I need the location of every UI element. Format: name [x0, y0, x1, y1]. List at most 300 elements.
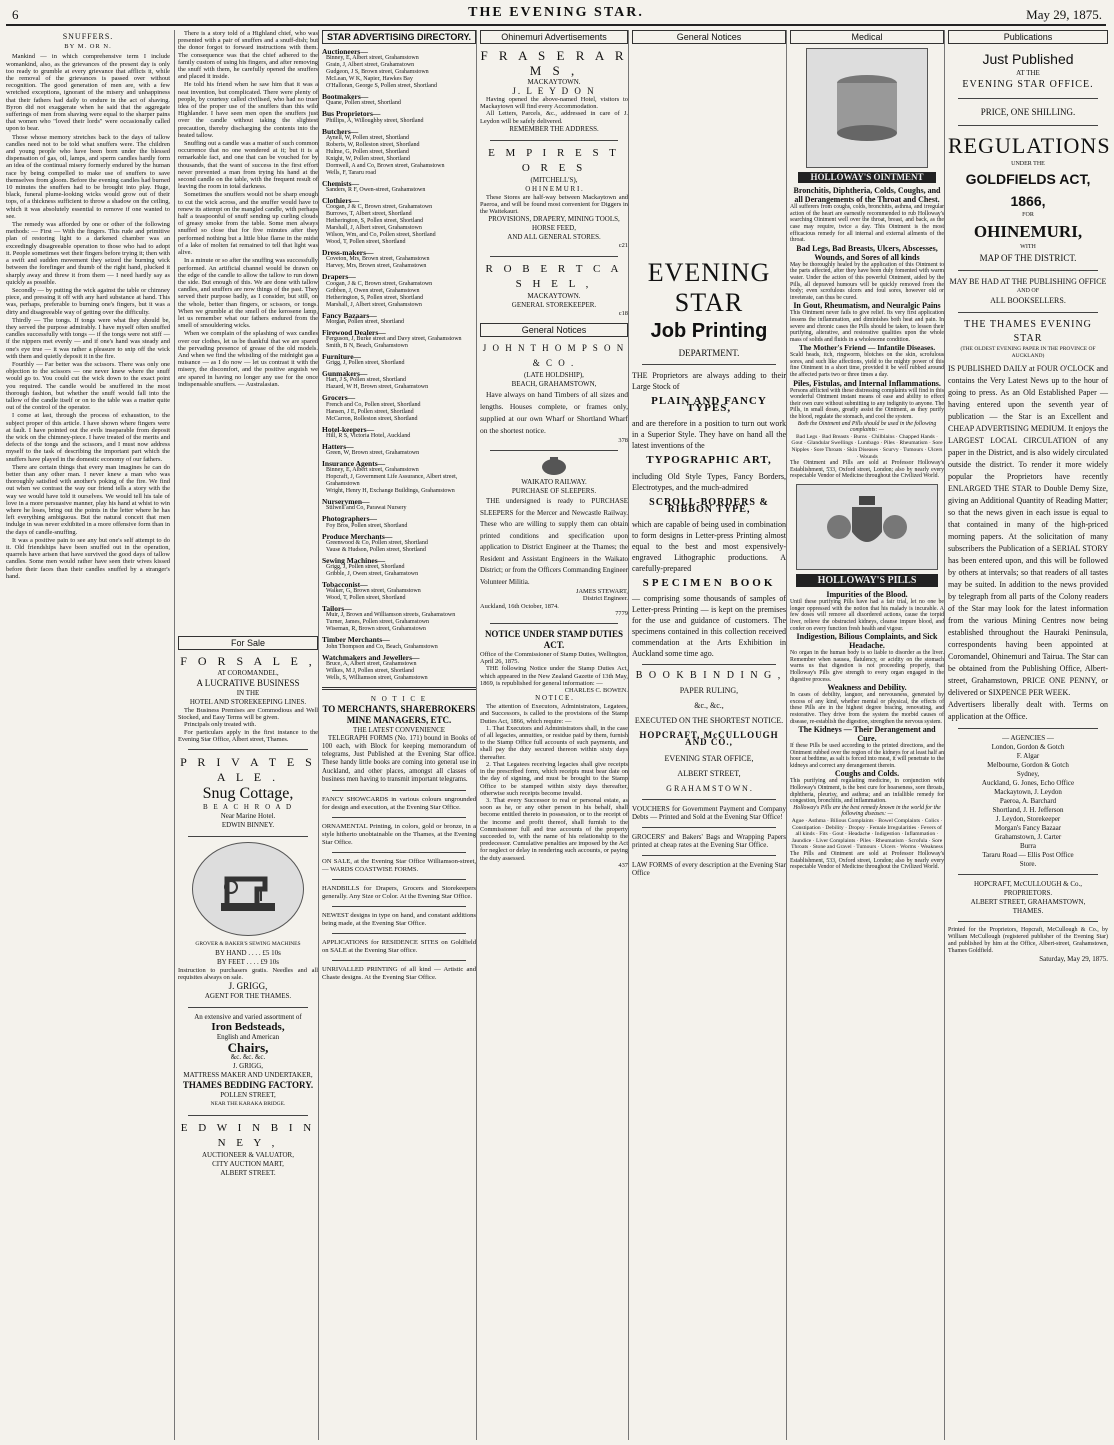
ad-body: — comprising some thousands of samples of Letter-press Printing — is kept on the premises for the use and guidance of customers. The specimens contained in this collection received commendation at the Arts Exhibition in Auckland some time ago.: [632, 594, 786, 659]
medical-heading: The Mother's Friend — Infantile Diseases.: [798, 343, 936, 353]
imprint-date: Saturday, May 29, 1875.: [1039, 955, 1108, 964]
ad-sewing-machines: [178, 842, 318, 1001]
directory-heading: Insurance Agents—: [322, 459, 386, 469]
pub-line: MAP OF THE DISTRICT.: [979, 252, 1077, 263]
medical-body: The Pills and Ointment are sold at Professor Holloway's Establishment, 533, Oxford street, London; also by nearly every respectable Vendor of Medicine throughout the Civilized World.: [790, 851, 944, 871]
article-paragraph: When we complain of the splashing of wax candles over our clothes, let us be thankful that we are spared the pervading presence of grease of the old models. And when we find the whistling of the midnight gas a nuisance — as I do now — let us contrast it with the misery, the discomfort, and the positive anguish we are spared in having no longer any use for the once indispensable snuffers. — Australasian.: [178, 330, 318, 388]
directory-entry: Marshall, J, Albert street, Grahamstown: [326, 225, 422, 232]
ad-line: (LATE HOLDSHIP),: [524, 370, 584, 379]
ad-signature: District Engineer.: [582, 595, 628, 603]
ad-body: The attention of Executors, Administrators, Legatees, and Successors, is called to the provisions of the Stamp Duties Act, 1866, which require: —: [480, 703, 628, 725]
directory-entry: Hansen, J E, Pollen street, Shortland: [326, 408, 414, 415]
directory-heading: Firewood Dealers—: [322, 327, 386, 337]
pub-line: (THE OLDEST EVENING PAPER IN THE PROVINCE OF AUCKLAND): [960, 346, 1096, 360]
article-byline: BY M. OR N.: [64, 43, 112, 51]
medical-heading: Bronchitis, Diphtheria, Colds, Coughs, and all Derangements of the Throat and Chest.: [793, 186, 941, 205]
directory-entry: Bruce, A, Albert street, Grahamstown: [326, 660, 417, 667]
ad-line: &c., &c.,: [694, 701, 724, 711]
directory-entry: Hart, J S, Pollen street, Shortland: [326, 377, 406, 384]
ad-body: Having opened the above-named Hotel, visitors to Mackaytown will find every Accommodation.: [480, 96, 628, 111]
medical-heading: Indigestion, Bilious Complaints, and Sick Headache.: [796, 632, 938, 651]
medical-heading: In Gout, Rheumatism, and Neuralgic Pains: [793, 301, 941, 311]
directory-entry: Muir, J, Brown and Williamson streets, Grahamstown: [326, 612, 456, 619]
article-paragraph: Sometimes the snuffers would not be sharp enough to cut the wick across, and the snuffer would have to renew its attempt on the mangled candle, with perhaps half a teaspoonful of snuff sending up curling clouds of greasy smoke from the table. Some men always snuffed so close that for five minutes after they performed nothing but a little blue flame in the midst of a lake of molten fat remained to tell that light was alive.: [178, 191, 318, 257]
ad-body: 2. That Legatees receiving legacies shall give receipts in the prescribed form, which receipts must bear date on the day of signing, and must be brought to the Stamp Office to be stamped within sixty days thereafter, otherwise such receipts become invalid.: [480, 760, 628, 797]
advertising-directory: [322, 48, 476, 682]
regulations-title: REGULATIONS: [948, 133, 1111, 159]
ad-private-sale: [178, 755, 318, 830]
ad-highlight: TYPOGRAPHIC ART,: [646, 454, 772, 467]
medical-heading: Weakness and Debility.: [827, 683, 907, 693]
ad-line: Snug Cottage,: [202, 785, 294, 803]
sewing-machine-illustration: [192, 842, 304, 936]
pills-illustration: [796, 484, 938, 570]
medical-body: Scald heads, itch, ringworm, blotches on the skin, scrofulous sores, and such like affections, yield to the mighty power of this fine Ointment in a short time, provided it be well rubbed around the affected parts two or three times a day.: [790, 352, 944, 379]
ad-line: CITY AUCTION MART,: [212, 1160, 284, 1169]
medical-body: This Ointment never fails to give relief. Its very first application lessens the inflammation, and diminishes both heat and pain. In severe and chronic cases the Pills should be taken, to lessen their purifying, alterative, and restorative qualities upon the whole mass of solids and fluids in a wholesome condition.: [790, 310, 944, 343]
directory-entry: Vause & Hudson, Pollen street, Shortland: [326, 546, 426, 553]
agency-entry: Mackaytown, J. Leydon: [994, 788, 1062, 797]
agency-entry: Burra: [1020, 842, 1036, 851]
article-body: [6, 53, 170, 580]
directory-entry: Walker, G, Brown street, Grahamstown: [326, 588, 421, 595]
column-snuffers: [6, 30, 173, 1440]
column-two: [174, 30, 321, 1440]
ad-line: ALBERT STREET.: [220, 1169, 276, 1178]
ad-code: c21: [618, 242, 628, 250]
section-head-ohinemuri: Ohinemuri Advertisements: [480, 30, 628, 44]
directory-entry: Hill, R S, Victoria Hotel, Auckland: [326, 432, 411, 439]
directory-heading: Fancy Bazaars—: [322, 310, 377, 320]
directory-entry: Binney, E, Albert street, Grahamstown: [326, 55, 419, 62]
article-paragraph: There are certain things that every man imagines he can do better than any other man. I never knew a man who was thoroughly satisfied with another's poking of the fire. We find out when we contrast the way our friend tells a story with the way we would have told it ourselves. We would tell his tale of love in a more persuasive manner, play his hand at whist to win where he loses, bring out the points in the letter where he has left everything ambiguous. But the natural conceit that men indulge in was never exhibited in a more offensive form than in the days of candle-snuffing.: [6, 463, 170, 536]
directory-entry: Hetherington, S, Pollen street, Shortland: [326, 294, 424, 301]
job-printing-title: EVENING STAR: [647, 258, 771, 317]
ad-for-sale: [178, 654, 318, 743]
directory-entry: Sanders, R F, Owen-street, Grahamstown: [326, 187, 426, 194]
ad-body: Office of the Commissioner of Stamp Duties, Wellington, April 26, 1875.: [480, 651, 628, 666]
ad-line: THE LATEST CONVENIENCE: [352, 725, 446, 734]
ad-line: BEACH, GRAHAMSTOWN,: [511, 379, 597, 388]
column-medical: [786, 30, 947, 1440]
agencies-heading: — AGENCIES —: [1002, 734, 1054, 743]
directory-entry: John Thompson and Co, Beach, Grahamstown: [326, 643, 438, 650]
section-head-directory: STAR ADVERTISING DIRECTORY.: [322, 30, 476, 44]
imprint: Printed for the Proprietors, Hopcraft, McCullough & Co., by William McCullough (registered publisher of the Evening Star) and published by him at the Office, Albert-street, Grahamstown, Thames Goldfield.: [948, 927, 1108, 955]
directory-heading: Furniture—: [322, 352, 362, 362]
ad-john-thompson: [480, 341, 628, 444]
directory-entry: McCarron, Rolleston street, Shortland: [326, 415, 418, 422]
ad-line: IN THE: [236, 689, 260, 697]
medical-body: Persons afflicted with these distressing complaints will find in this wonderful Ointment instant means of ease and ability to effect their own cure without submitting to any indignity to anyone. The Pills, in small doses, greatly assist the Ointment, as they purify the blood, regulate the stomach, and cool the system.: [790, 387, 944, 421]
medical-body: May be thoroughly healed by the application of this Ointment to the parts affected, after they have been duly fomented with warm water. Under the action of this powerful Ointment, aided by the Pills, all depraved humours will be quickly removed from the body; even scrofulous ulcers and foul sores, however old or inveterate, can thus be cured.: [790, 261, 944, 301]
pub-line: THAMES.: [1012, 907, 1044, 916]
directory-entry: Marshall, J, Albert street, Grahamstown: [326, 301, 422, 308]
ad-body: THE undersigned is ready to PURCHASE SLEEPERS for the Mercer and Newcastle Railway. These who are willing to supply them can obtain printed conditions and specification upon application to District Engineer at the Thames; the Resident and Assistant Engineers in the Waikato District; or from the Officers Commanding Engineer Volunteer Militia.: [480, 497, 628, 586]
ad-line: WAIKATO RAILWAY.: [521, 478, 587, 487]
article-paragraph: I come at last, through the process of exhaustion, to the subject proper of this article. I have shown where fingers were at fault. I have pointed out the evils inseparable from deposit the wick on the chimney-piece. I have treated of the merits and defects of the tongs and the scissors, and I must now address myself to the task of describing the important part which the snuffers have played in the domestic economy of our fathers.: [6, 412, 170, 463]
pub-line: WITH: [1020, 243, 1036, 250]
ad-signature: CHARLES C. BOWEN.: [564, 687, 628, 695]
ad-body: which are capable of being used in combination to form designs in Letter-press Printing almost equal to the best and most expensively-engraved Lithographic productions. A carefully-prepared: [632, 520, 786, 574]
article-paragraph: The remedy was afforded by one or other of the following methods: — First — With the fingers. This rude and primitive plan of restoring light to a darkened chamber was an exceedingly disagreeable operation to those who had to adopt it. People sometimes wet their fingers before trying it; then with a swift and sudden movement they seized the burning wick between the forefinger and thumb of the right hand, plucked it sharply away and threw it from them — I need hardly say as quickly as possible.: [6, 221, 170, 286]
article-paragraph: Snuffing out a candle was a matter of such common occurrence that no one wondered at it; but it is a remarkable fact, and one that can be vouched for by thousands, that the want of success in the first effort never prevented a man from trying his hand at the second candle on the table, with the frequent result of leaving the room in total darkness.: [178, 140, 318, 191]
ad-empire-stores: [480, 146, 628, 250]
column-publications: [944, 30, 1111, 1440]
ad-body: and are therefore in a position to turn out work in a Superior Style. They have on hand all the latest inventions of the: [632, 419, 786, 451]
agencies-list: [948, 743, 1108, 869]
directory-heading: Watchmakers and Jewellers—: [322, 652, 420, 662]
medical-body: All sufferers from coughs, colds, bronchitis, asthma, and irregular action of the heart are earnestly recommended to rub Holloway's searching Ointment well over the throat, breast, and back, as the case may require, twice a day. This Ointment is the most efficacious remedy for all internal and external ailments of the throat.: [790, 204, 944, 244]
directory-entry: Wood, T, Pollen street, Shortland: [326, 595, 406, 602]
article-paragraph: Secondly — by putting the wick against the table or chimney piece, and pressing it off with any hard substance at hand. This was, perhaps, preferable to burning one's fingers, but it was a dirty and disagreeable way of getting over the difficulty.: [6, 286, 170, 316]
ad-line: AND ALL GENERAL STORES.: [507, 233, 601, 242]
column-directory: [318, 30, 479, 1440]
ad-headline: E M P I R E S T O R E S: [488, 146, 620, 174]
ad-line: THAMES BEDDING FACTORY.: [182, 1080, 314, 1091]
medical-body: No organ in the human body is so liable to disorder as the liver. Remember when nausea, flatulency, or acidity on the stomach warns us that digestion is not proceeding properly, that Holloway's Pills give strength to every organ engaged in the digestive process.: [790, 650, 944, 683]
directory-heading: Tailors—: [322, 604, 352, 614]
directory-entry: Coogan, J & C, Brown street, Grahamstown: [326, 280, 433, 287]
ad-headline: J O H N T H O M P S O N & C O .: [482, 342, 626, 368]
ad-headline: P R I V A T E S A L E .: [180, 755, 316, 785]
complaints-list: Bad Legs · Bad Breasts · Burns · Chilblains · Chapped Hands · Gout · Glandular Swellings · Lumbago · Piles · Rheumatism · Sore Nipples · Sore Throats · Skin Diseases · Scurvy · Tumours · Ulcers · Wounds: [791, 433, 943, 460]
ad-line: J. GRIGG,: [228, 981, 268, 992]
directory-entry: Foy Bros, Pollen street, Shortland: [326, 522, 408, 529]
directory-entry: Gribble, J, Owen street, Grahamstown: [326, 571, 419, 578]
star-description: IS PUBLISHED DAILY at FOUR O'CLOCK and contains the Very Latest News up to the hour of going to press. As an Old Established Paper — having entered upon the seventh year of publication — the Star is an Excellent and CHEAP ADVERTISING MEDIUM. It enjoys the LARGEST LOCAL CIRCULATION of any paper in the District, and is also widely circulated outside the district. To render it more widely popular the Proprietors have recently ENLARGED THE STAR to Double Demy Size, giving an Additional Quantity of Reading Matter; so that the news given in each issue is equal to that contained in many of the high-priced morning papers. At the solicitation of many subscribers the Publication of a SERIAL STORY has been entered upon, and this will be followed by others at intervals; so that readers of all tastes may be suited. In addition to the news provided by telegraph from all parts of the Colony readers of the Star may look for the latest information from the various Mining Centres now being established throughout the Hauraki Peninsula, correspondents having been appointed at Coromandel, Ohinemuri and Tairua. The Star can be obtained from the Publishing Office, Albert-street, Grahamstown, PRICE ONE PENNY, or delivered or SIXPENCE PER WEEK.: [948, 364, 1108, 698]
medical-heading: Coughs and Colds.: [834, 769, 900, 779]
agency-entry: J. Leydon, Storekeeper: [995, 815, 1061, 824]
ad-highlight: SPECIMEN BOOK: [642, 577, 776, 590]
ad-line: Near Marine Hotel.: [220, 812, 276, 821]
pub-line: MAY BE HAD AT THE PUBLISHING OFFICE: [949, 276, 1107, 286]
directory-entry: Knight, W, Pollen street, Shortland: [326, 155, 410, 162]
directory-entry: Phillips, A, Willoughby street, Shortland: [326, 117, 424, 124]
ad-headline: TO MERCHANTS, SHAREBROKERS MINE MANAGERS, ETC.: [322, 703, 476, 725]
pub-line: HOPCRAFT, McCULLOUGH & Co.,: [974, 880, 1082, 889]
ad-body: THE Proprietors are always adding to their Large Stock of: [632, 371, 786, 391]
ad-line: PROVISIONS, DRAPERY, MINING TOOLS, HORSE FEED,: [488, 215, 620, 233]
issue-date: May 29, 1875.: [1026, 7, 1102, 22]
section-head-general-notices-2: General Notices: [632, 30, 786, 44]
article-body-continued: [178, 30, 318, 636]
directory-entry: McLean, W K, Napier, Hawkes Bay: [326, 76, 413, 83]
ad-line: A LUCRATIVE BUSINESS: [196, 678, 300, 688]
agency-entry: Shortland, J. H. Jefferson: [992, 806, 1064, 815]
ointment-pot-icon: [822, 63, 912, 153]
directory-entry: Grain, J, Albert street, Grahamstown: [326, 62, 415, 69]
ad-body: 1. That Executors and Administrators shall, in the case of all legacies, annuities, or residue paid by them, furnish to the Stamp Office full accounts of such payments, and shall pay the duty secured thereon within sixty days thereafter.: [480, 724, 628, 761]
ad-line: PAPER RULING,: [679, 686, 739, 696]
directory-entry: Wright, Henry H, Exchange Buildings, Grahamstown: [326, 488, 455, 495]
directory-entry: Burrows, T, Albert street, Shortland: [326, 211, 412, 218]
directory-heading: Butchers—: [322, 126, 359, 136]
directory-entry: Harvey, Mrs, Brown street, Grahamstown: [326, 263, 427, 270]
directory-entry: Gudgeon, J S, Brown street, Grahamstown: [326, 69, 429, 76]
ad-line: B E A C H R O A D: [202, 803, 293, 812]
medical-body: This purifying and regulating medicine, in conjunction with Holloway's Ointment, is the best cure for hoarseness, sore throats, diphtheria, pleurisy, and asthma; and an infallible remedy for congestion, bronchitis, and inflammation.: [790, 778, 944, 805]
directory-entry: Hazard, W H, Brown street, Grahamstown: [326, 384, 429, 391]
directory-entry: Green, W, Brown street, Grahamstown: [326, 450, 420, 457]
directory-entry: Wiseman, R, Brown street, Grahamstown: [326, 626, 426, 633]
ad-body: These Stores are half-way between Mackaytown and Paeroa, and will be found most convenient for Diggers in the Waitekauri.: [480, 193, 628, 216]
directory-heading: Bus Proprietors—: [322, 109, 381, 119]
ad-headline: R O B E R T C A S H E L ,: [485, 262, 623, 290]
column-ohinemuri: [476, 30, 631, 1440]
pub-line: UNDER THE: [1011, 161, 1045, 168]
small-ad: ORNAMENTAL Printing, in colors, gold or bronze, in a style hitherto unobtainable on the Thames, at the Evening Star Office.: [322, 823, 476, 847]
ad-line: AUCTIONEER & VALUATOR,: [202, 1151, 294, 1160]
ad-bedsteads: [178, 1013, 318, 1109]
ad-line: AT COROMANDEL,: [217, 669, 279, 677]
ad-body: including Old Style Types, Fancy Borders, Electrotypes, and the much-admired: [632, 471, 786, 492]
ad-line: GENERAL STOREKEEPER.: [511, 300, 597, 309]
coat-of-arms-icon: [817, 492, 917, 562]
pub-body: Advertisers liberally dealt with. Terms on application at the Office.: [948, 700, 1108, 722]
ad-line: O H I N E M U R I .: [525, 184, 583, 193]
ad-headline: F R A S E R A R M S ,: [480, 48, 628, 78]
directory-heading: Dress-makers—: [322, 248, 374, 258]
small-ads: [322, 790, 476, 982]
pub-line: THE THAMES EVENING STAR: [964, 319, 1092, 345]
directory-heading: Chemists—: [322, 178, 360, 188]
ad-line: REMEMBER THE ADDRESS.: [509, 124, 599, 133]
directory-heading: Gunmakers—: [322, 369, 368, 379]
ad-line: (MITCHELL'S),: [530, 175, 578, 184]
ad-line: G R A H A M S T O W N .: [666, 783, 752, 793]
pub-line: EVENING STAR OFFICE.: [962, 79, 1094, 91]
directory-heading: Auctioneers—: [322, 47, 368, 56]
ad-price: BY HAND . . . . £5 10s: [215, 949, 281, 958]
directory-heading: Sewing Machines—: [322, 555, 386, 565]
ad-telegraph-forms: [322, 695, 476, 784]
directory-heading: Hotel-keepers—: [322, 424, 375, 434]
ad-body: Instruction to purchasers gratis. Needles and all requisites always on sale.: [178, 967, 318, 982]
section-head-medical: Medical: [790, 30, 944, 44]
medical-body: The Ointment and Pills are sold at Professor Holloway's Establishment, 533, Oxford street, London; also by nearly every respectable Vendor of Medicine throughout the Civilized World.: [790, 460, 944, 480]
directory-entry: Wilson, Wm, and Co, Pollen street, Shortland: [326, 232, 436, 239]
article-paragraph: Thirdly — The tongs. If tongs were what they should be, they served the purpose admirably. I have myself often snuffed candles successfully with tongs — if the tongs were not stiff — if the nippers met evenly — and if one's hand was steady and one's eye true — it was rather a pleasure to snip off the wick with them and quietly deposit it in the fire.: [6, 316, 170, 360]
royal-arms-icon: [480, 456, 628, 478]
medical-body: Until these purifying Pills have had a fair trial, let no one be longer oppressed with the notion that his malady is incurable. A few doses will remove all disordered actions, cause the torpid liver, relieve the obstructed kidneys, cleanse impure blood, and confer on every function fresh health and vigour.: [790, 599, 944, 632]
directory-entry: Ferguson, J, Burke street and Davy street, Grahamstown: [326, 336, 462, 343]
agency-entry: Sydney,: [1016, 770, 1040, 779]
diseases-list: Ague · Asthma · Bilious Complaints · Bowel Complaints · Colics · Constipation · Debility · Dropsy · Female Irregularities · Fevers of all kinds · Fits · Gout · Headache · Indigestion · Inflammation · Jaundice · Liver Complaints · Piles · Rheumatism · Scrofula · Sore Throats · Stone and Gravel · Tumours · Ulcers · Worms · Weakness: [791, 818, 943, 851]
medical-note: Holloway's Pills are the best remedy known in the world for the following diseases: —: [793, 804, 941, 818]
small-ad: UNRIVALLED PRINTING of all kind — Artistic and Chaste designs. At the Evening Star Office.: [322, 966, 476, 982]
ad-price: BY FEET . . . . £9 10s: [216, 958, 280, 967]
ad-robert-cashel: [480, 262, 628, 317]
ad-body: THE following Notice under the Stamp Duties Act, which appeared in the New Zealand Gazette of 13th May, 1869, is republished for general information: —: [480, 665, 628, 687]
job-printing-subtitle: Job Printing: [650, 320, 768, 342]
ointment-banner: HOLLOWAY'S OINTMENT: [798, 172, 936, 183]
small-ad: NEWEST designs in type on hand, and constant additions being made, at the Evening Star Office.: [322, 912, 476, 928]
ad-code: 378: [618, 436, 628, 444]
section-head-general-notices: General Notices: [480, 323, 628, 337]
article-paragraph: There is a story told of a Highland chief, who was presented with a pair of snuffers and a snuff-dish; but the donor forgot to forward instructions with them. The consequence was that the chief adhered to the family custom of using his fingers, and after removing the snuff with them, he carefully opened the snuffers and placed it inside.: [178, 30, 318, 81]
ad-body: GROCERS' and Bakers' Bags and Wrapping Papers printed at cheap rates at the Evening Star Office.: [632, 832, 786, 850]
ad-line: DEPARTMENT.: [678, 348, 740, 358]
ad-line: POLLEN STREET,: [220, 1091, 276, 1100]
directory-entry: Grigg, J, Pollen street, Shortland: [326, 360, 405, 367]
ad-body: For particulars apply in the first instance to the Evening Star Office, Albert street, Thames.: [178, 728, 318, 743]
ad-body: LAW FORMS of every description at the Evening Star Office: [632, 860, 786, 878]
ad-line: EVENING STAR OFFICE,: [664, 753, 754, 763]
directory-entry: Grigg, J, Pollen street, Shortland: [326, 564, 405, 571]
ad-waikato-railway: [480, 456, 628, 617]
directory-heading: Clothiers—: [322, 196, 360, 206]
ad-headline: E D W I N B I N N E Y ,: [180, 1122, 316, 1150]
directory-heading: Nurserymen—: [322, 497, 370, 507]
small-ad: HANDBILLS for Drapers, Grocers and Storekeepers generally. Any Size or Color. At the Evening Star Office.: [322, 885, 476, 901]
directory-entry: Roberts, W, Rolleston street, Shortland: [326, 141, 420, 148]
ad-signature: JAMES STEWART,: [575, 588, 628, 596]
ad-highlight: PLAIN AND FANCY TYPES,: [651, 395, 767, 415]
article-paragraph: Fourthly — Far better was the scissors. There was only one objection to the scissors — one never knew where the snuff would go to. You could cut the wick down to the exact point you required. The candle would be snuffered in the most thorough fashion, but whether the snuff would fall into the tallow of the candle itself or on to the table was a matter quite out of the control of the operator.: [6, 360, 170, 412]
agency-entry: Melbourne, Gordon & Gotch: [987, 761, 1069, 770]
page-number: 6: [12, 7, 19, 22]
small-ad: APPLICATIONS for RESIDENCE SITES on Goldfield on SALE at the Evening Star office.: [322, 939, 476, 955]
ad-line: MACKAYTOWN.: [527, 78, 581, 86]
ad-line: MATTRESS MAKER AND UNDERTAKER,: [183, 1071, 313, 1080]
directory-entry: Wood, T, Pollen street, Shortland: [326, 239, 406, 246]
directory-entry: Gribben, J, Owen street, Grahamstown: [326, 287, 420, 294]
agency-entry: Tararu Road — Ellis Post Office: [982, 851, 1074, 860]
directory-entry: Wells, F, Tararu road: [326, 169, 376, 176]
ad-line: HOPCRAFT, McCULLOUGH AND CO.,: [639, 730, 779, 748]
pub-price: PRICE, ONE SHILLING.: [980, 107, 1076, 118]
section-head-publications: Publications: [948, 30, 1108, 44]
directory-entry: O'Halloran, George S, Pollen street, Shortland: [326, 83, 437, 90]
medical-body: If these Pills be used according to the printed directions, and the Ointment rubbed over the region of the kidneys for at least half an hour at bedtime, as salt is forced into meat, it will penetrate to the kidneys and correct any derangement therein.: [790, 743, 944, 769]
ad-line: J. GRIGG,: [232, 1062, 264, 1071]
directory-entry: Aynell, W, Pollen street, Shortland: [326, 134, 409, 141]
ad-line: An extensive and varied assortment of: [194, 1013, 302, 1022]
ad-line: HOTEL AND STOREKEEPING LINES.: [189, 698, 307, 706]
ad-line: AGENT FOR THE THAMES.: [204, 992, 292, 1001]
section-head-for-sale: For Sale: [178, 636, 318, 650]
article-title: SNUFFERS.: [62, 32, 114, 41]
pub-headline: Just Published: [982, 51, 1074, 67]
directory-heading: Bootmakers—: [322, 92, 369, 102]
ad-line: NEAR THE KARAKA BRIDGE.: [210, 1101, 286, 1108]
ad-line: EDWIN BINNEY.: [221, 821, 275, 830]
ad-headline: NOTICE UNDER STAMP DUTIES ACT.: [484, 629, 624, 651]
directory-entry: Smith, B N, Beach, Grahamstown: [326, 343, 408, 350]
ad-code: 437: [618, 861, 628, 869]
pub-line: AND OF: [1016, 287, 1040, 294]
directory-entry: Wilkes, M J, Pollen street, Shortland: [326, 667, 415, 674]
ad-body: VOUCHERS for Government Payment and Company Debts — Printed and Sold at the Evening Star Office!: [632, 804, 786, 822]
ad-line: B O O K B I N D I N G ,: [635, 670, 783, 682]
ad-stamp-duties: [480, 629, 628, 869]
agency-entry: Store.: [1019, 860, 1037, 869]
ad-line: ALBERT STREET,: [677, 768, 741, 778]
ad-line: EXECUTED ON THE SHORTEST NOTICE.: [634, 716, 784, 726]
directory-entry: Hulme, G, Pollen street, Shortland: [326, 148, 409, 155]
directory-entry: Coogan, J & C, Brown street, Grahamstown: [326, 204, 433, 211]
agency-entry: Grahamstown, J. Carter: [994, 833, 1062, 842]
small-ad: FANCY SHOWCARDS in various colours ungrounded for design and execution, at the Evening Star Office.: [322, 796, 476, 812]
ad-line: Chairs,: [227, 1040, 269, 1056]
pub-line: OHINEMURI,: [973, 221, 1083, 241]
directory-heading: Hatters—: [322, 441, 354, 451]
directory-entry: Coveton, Mrs, Brown street, Grahamstown: [326, 256, 430, 263]
pub-line: FOR: [1022, 212, 1034, 219]
ad-line: &c. &c. &c.: [230, 1053, 266, 1062]
ad-body: Principals only treated with.: [184, 721, 257, 729]
directory-heading: Photographers—: [322, 514, 377, 524]
agency-entry: Morgan's Fancy Bazaar: [994, 824, 1062, 833]
medical-heading: The Kidneys — Their Derangement and Cure.: [798, 725, 936, 744]
agency-entry: Auckland, G. Jones, Echo Office: [981, 779, 1075, 788]
medical-body: In cases of debility, languor, and nervousness, generated by excess of any kind, whether mental or physical, the effects of these Pills are in the highest degree bracing, renovating, and restorative. They drive from the system the morbid causes of disease, re-establish the digestion, strengthen the nervous system.: [790, 692, 944, 725]
pub-line: ALL BOOKSELLERS.: [990, 296, 1066, 306]
directory-entry: Quane, Pollen street, Shortland: [326, 100, 401, 107]
pub-line: ALBERT STREET, GRAHAMSTOWN,: [970, 898, 1086, 907]
agency-entry: London, Gordon & Gotch: [991, 743, 1065, 752]
directory-heading: Produce Merchants—: [322, 531, 393, 541]
ad-fraser-arms: [480, 48, 628, 134]
ad-date: Auckland, 16th October, 1874.: [480, 602, 559, 610]
masthead: [6, 4, 1106, 26]
directory-entry: Hetherington, S, Pollen street, Shortland: [326, 218, 424, 225]
ointment-illustration: [806, 48, 928, 168]
ad-line: N O T I C E .: [535, 694, 573, 703]
pills-banner: HOLLOWAY'S PILLS: [796, 574, 938, 587]
article-paragraph: Mankind — in which comprehensive term I include womankind, also, as the grievances of the present day is only too ready to grumble at every grievance that afflicts it, while the removal of the grievances is passed over without recognition. The good generation of men are, with a few wretched exceptions, ignorant of the misery and unhappiness that their fathers had daily to endure in the act of shaving. Byron did not exaggerate when he said that the aggregate sufferings of men from shaving were equal to the sharper pains that women who "loved their lords" were occasionally called upon to bear.: [6, 53, 170, 133]
sewing-machine-icon: [213, 859, 283, 919]
medical-heading: Impurities of the Blood.: [826, 590, 908, 600]
ad-headline: F O R S A L E ,: [180, 654, 316, 668]
pub-line: PROPRIETORS.: [1003, 889, 1053, 898]
article-paragraph: He told his friend when he saw him that it was a neat invention, but complicated. There were plenty of people, by courtesy called civilised, who had no truer idea of the proper use of the snuffers than this wild Highlander. I have seen men open the snuffers just over the candle without taking the slightest precaution, thereby discharging the contents into the heated tallow.: [178, 81, 318, 139]
ad-body: 3. That every Successor to real or personal estate, as soon as he, or any other person in his behalf, shall become entitled thereto in possession, or to the receipt of the income and profit thereof, shall furnish to the Commissioner full and true accounts of the property succeeded to, with the name of his relationship to the predecessor. Cumulative penalties are imposed by the Act for neglect or delay in rendering such accounts, or paying the duty assessed.: [480, 796, 628, 862]
agency-entry: Paeroa, A. Barchard: [999, 797, 1057, 806]
small-ad: ON SALE, at the Evening Star Office Williamson-street, — WARDS COASTWISE FORMS.: [322, 858, 476, 874]
directory-entry: Hopcraft, J, Government Life Assurance, Albert street, Grahamstown: [326, 474, 458, 488]
directory-entry: Turner, James, Pollen street, Grahamstown: [326, 619, 430, 626]
ad-line: MACKAYTOWN.: [527, 291, 581, 300]
medical-heading: Piles, Fistulas, and Internal Inflammations.: [793, 378, 941, 388]
ad-line: GROVER & BAKER'S SEWING MACHINES: [195, 941, 301, 948]
ad-line: Iron Bedsteads,: [211, 1021, 285, 1034]
directory-entry: Greenwood & Co, Pollen street, Shortland: [326, 539, 428, 546]
ad-code: c18: [618, 309, 628, 317]
ad-highlight: SCROLL-BORDERS & RIBBON TYPE,: [649, 496, 769, 515]
ad-body: TELEGRAPH FORMS (No. 171) bound in Books of 100 each, with Block for keeping memorandum of telegrams, Just Published at the Evening Star office. These handy little books are coming into general use in Auckland, and other places, amongst all classes of business men having to transmit important telegrams.: [322, 734, 476, 783]
ad-line: N O T I C E: [370, 694, 428, 703]
directory-entry: Morgan, Pollen street, Shortland: [326, 318, 405, 325]
medical-note: Both the Ointment and Pills should be used in the following complaints: —: [797, 420, 937, 434]
directory-heading: Drapers—: [322, 272, 356, 282]
column-job-printing: [628, 30, 789, 1440]
agency-entry: F. Algar: [1016, 752, 1040, 761]
ad-body: Have always on hand Timbers of all sizes and lengths. Houses complete, or frames only, supplied at our own Wharf or Shortland Wharf on the shortest notice.: [480, 389, 628, 435]
ad-line: PURCHASE OF SLEEPERS.: [511, 487, 597, 496]
article-paragraph: Those whose memory stretches back to the days of tallow candles need not to be told what snuffers were. The children and young people who have been born under the blessed dispensation of gas, oil, lamps, and sperm candles hardly form an idea of the continual misery formerly endured by the human race by being compelled to make use of snuffers to save themselves from gloom. Before the evening candles had burned 10 minutes the snuffers had to be brought into play. Huge, black, funeral plume-looking wicks would grow out of their tops, of a thickness sufficient to throw a shadow on the ceiling, which it was absolutely essential to remove if one wanted to see.: [6, 133, 170, 220]
directory-entry: Stilwell and Co, Parawai Nursery: [326, 505, 407, 512]
ad-body: All Letters, Parcels, &c., addressed in care of J. Leydon will be safely delivered.: [480, 110, 628, 125]
ad-line: English and American: [216, 1033, 280, 1042]
directory-entry: Binney, E, Albert street, Grahamstown: [326, 467, 419, 474]
article-paragraph: It was a positive pain to see any but one's self attempt to do it. Old friendships have been snuffed out in the operation, quarrels have arisen that have survived the good days of tallow candles. Some men would rather have seen their wives kissed before their faces than their candles snuffed by a stranger's hand.: [6, 536, 170, 580]
pub-line: AT THE: [1016, 69, 1040, 77]
directory-entry: Dornwell, A and Co, Brown street, Grahamstown: [326, 162, 445, 169]
article-paragraph: In a minute or so after the snuffing was successfully performed. An artificial channel would be drawn on the edge of the candle to allow the tallow to run down the side. But enough of this. We are done with tallow candles, and snuffers are now things of the past. They served their purpose badly, as I consider, but still, on the whole, better than fingers, or scissors, or tongs. When we grumble at the smell of the kerosene lamp, let us remember what our fathers endured from the smell of smouldering wicks.: [178, 257, 318, 330]
directory-entry: Wells, S, Williamson street, Grahamstown: [326, 674, 428, 681]
